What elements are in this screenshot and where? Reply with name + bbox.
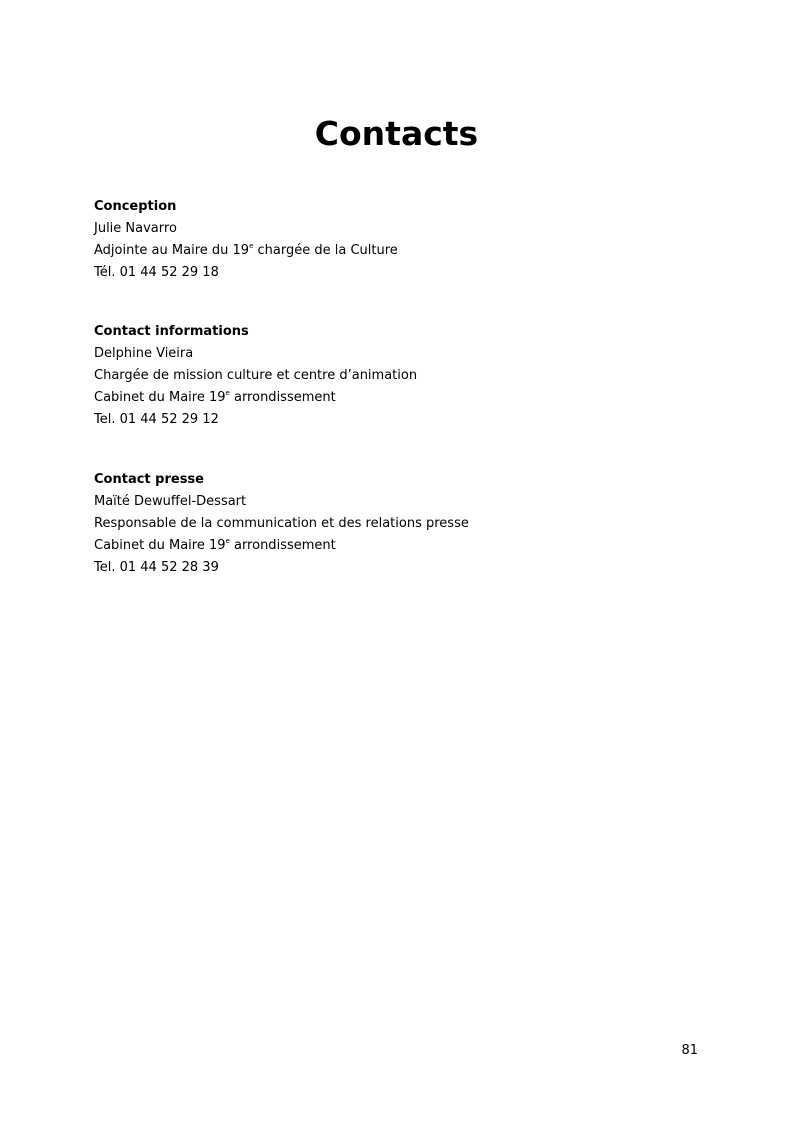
contact-name: Maïté Dewuffel-Dessart: [94, 494, 247, 509]
section-heading: Conception: [94, 199, 177, 214]
contact-phone: Tel. 01 44 52 29 12: [94, 412, 219, 427]
contact-role-prefix: Adjointe au Maire du 19: [94, 243, 250, 258]
contact-name: Julie Navarro: [94, 221, 177, 236]
page-number: 81: [681, 1043, 698, 1058]
contact-role-suffix: chargée de la Culture: [253, 243, 398, 258]
contact-office: [94, 535, 714, 557]
contact-phone: Tel. 01 44 52 28 39: [94, 560, 219, 575]
contact-section-conception: [94, 196, 714, 284]
contact-office-prefix: Cabinet du Maire 19: [94, 390, 226, 405]
contact-name: Delphine Vieira: [94, 346, 194, 361]
contact-office: [94, 387, 714, 409]
contact-role: Chargée de mission culture et centre d’animation: [94, 368, 418, 383]
section-heading: Contact presse: [94, 472, 204, 487]
contact-office-suffix: arrondissement: [229, 538, 336, 553]
contact-office-prefix: Cabinet du Maire 19: [94, 538, 226, 553]
ordinal-superscript: e: [249, 242, 254, 250]
contact-section-presse: [94, 469, 714, 579]
contact-phone: Tél. 01 44 52 29 18: [94, 265, 219, 280]
ordinal-superscript: e: [225, 537, 230, 545]
section-heading: Contact informations: [94, 324, 249, 339]
ordinal-superscript: e: [225, 389, 230, 397]
contact-section-informations: [94, 321, 714, 431]
contact-role: [94, 240, 714, 262]
page-title: Contacts: [314, 114, 479, 153]
contact-role: Responsable de la communication et des relations presse: [94, 516, 469, 531]
contact-office-suffix: arrondissement: [229, 390, 336, 405]
